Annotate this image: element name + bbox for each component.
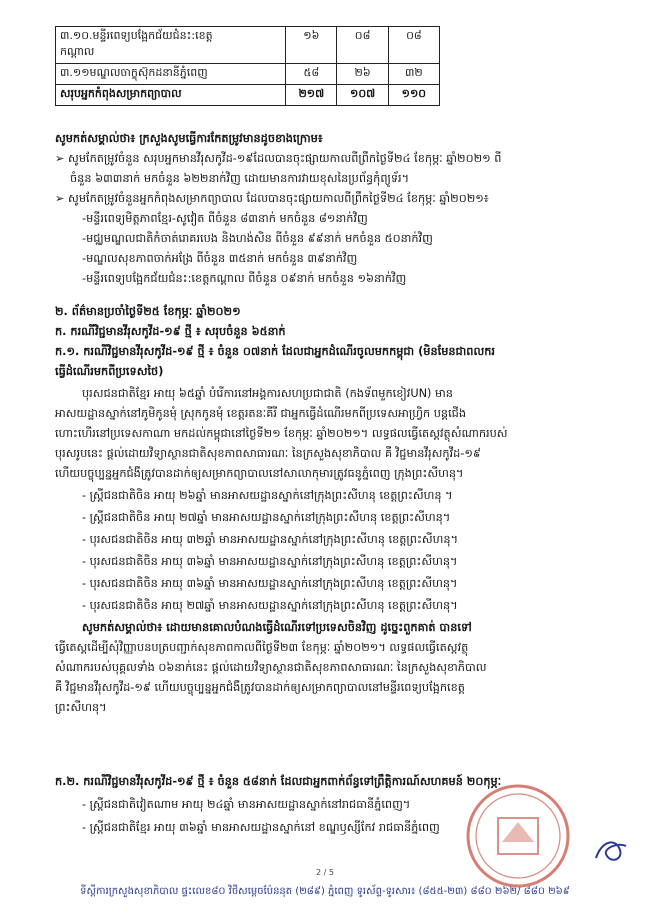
count-cell: ៥៨	[286, 64, 337, 85]
text-line: - ស្ត្រីជនជាតិចិន អាយុ ២៧ឆ្នាំ មានអាសយដ្ឋានស្នាក់នៅក្រុងព្រះសីហនុ ខេត្តព្រះសីហនុ។	[82, 511, 451, 524]
text-line: -មន្ទីរពេទ្យមិត្តភាពខ្មែរ-សូវៀត ពីចំនួន ៨៣នាក់ មកចំនួន ៨១នាក់វិញ	[82, 212, 368, 225]
text-line: - បុរសជនជាតិចិន អាយុ ៣៦ឆ្នាំ មានអាសយដ្ឋានស្នាក់នៅក្រុងព្រះសីហនុ ខេត្តព្រះសីហនុ។	[82, 555, 458, 568]
text-line: -មន្ទីរពេទ្យបង្អែកជ័យជំនះ:ខេត្តកណ្តាល ពីចំនួន ០៩នាក់ មកចំនួន ១៦នាក់វិញ	[82, 272, 407, 285]
hospital-patients-table	[55, 26, 440, 106]
text-line: - ស្ត្រីជនជាតិខ្មែរ អាយុ ៣៦ឆ្នាំ មានអាសយដ្ឋានស្នាក់នៅ ខណ្ឌឫស្សីកែវ រាជធានីភ្នំពេញ	[82, 821, 440, 834]
text-line: ធ្វើតេស្តដើម្បីសុំវិញ្ញាបនបត្របញ្ជាក់សុខភាពកាលពីថ្ងៃទី២៣ ខែកុម្ភៈ ឆ្នាំ២០២១។ លទ្ធផលធ្វើតេស្តវត្ថុ	[55, 641, 469, 654]
text-line: - ស្ត្រីជនជាតិចិន អាយុ ២៦ឆ្នាំ មានអាសយដ្ឋានស្នាក់នៅក្រុងព្រះសីហនុ ខេត្តព្រះសីហនុ ។	[82, 489, 453, 502]
facility-name-line: កណ្តាល	[60, 45, 95, 58]
total-label: សរុបអ្នកកំពុងសម្រាកព្យាបាល	[56, 85, 286, 106]
text-line: - បុរសជនជាតិចិន អាយុ ៣២ឆ្នាំ មានអាសយដ្ឋានស្នាក់នៅក្រុងព្រះសីហនុ ខេត្តព្រះសីហនុ។	[82, 533, 459, 546]
text-line: បុរសរូបនេះ ផ្តល់ដោយវិទ្យាស្ថានជាតិសុខភាពសាធារណៈ នៃក្រសួងសុខាភិបាល គឺ វិជ្ជមានវីរុសកូវីដ-១៩	[55, 447, 481, 460]
facility-name	[56, 27, 286, 64]
text-line: ហោះហើរនៅប្រទេសកាណា មកដល់កម្ពុជានៅថ្ងៃទី២១ ខែកុម្ភៈ ឆ្នាំ២០២១។ លទ្ធផលធ្វើតេស្តវត្ថុសំណាករបស់	[55, 427, 508, 440]
count-cell: ០៨	[337, 27, 388, 64]
total-count: ២១៧	[286, 85, 337, 106]
total-count: ១០៧	[337, 85, 388, 106]
total-row	[56, 85, 440, 106]
count-cell: ៣២	[388, 64, 439, 85]
heading-line: ក. ករណីវិជ្ជមានវីរុសកូវីដ-១៩ ថ្មី ៖ សរុបចំនួន ៦៥នាក់	[55, 325, 286, 338]
text-line: - បុរសជនជាតិចិន អាយុ ៣៦ឆ្នាំ មានអាសយដ្ឋានស្នាក់នៅក្រុងព្រះសីហនុ ខេត្តព្រះសីហនុ។	[82, 577, 458, 590]
text-line: គឺ វិជ្ជមានវីរុសកូវីដ-១៩ ហើយបច្ចុប្បន្នអ្នកជំងឺត្រូវបានដាក់ឲ្យសម្រាកព្យាបាលនៅមន្ទីរពេទ្យបង្អែកខេត្ត	[55, 681, 465, 694]
page-number: 2 / 5	[316, 868, 334, 877]
text-line: -មណ្ឌលសុខភាពចាក់អង្រែ ពីចំនួន ៣៥នាក់ មកចំនួន ៣៩នាក់វិញ	[82, 252, 358, 265]
text-line: -មជ្ឈមណ្ឌលជាតិកំចាត់រោគរបេង និងហង់សិន ពីចំនួន ៩៩នាក់ មកចំនួន ៥០នាក់វិញ	[82, 232, 433, 245]
total-count: ១១០	[388, 85, 439, 106]
heading-line: សូមកត់សម្គាល់ថា៖ ក្រសួងសូមធ្វើការកែតម្រូវមានដូចខាងក្រោម៖	[55, 132, 323, 145]
text-line: សំណាករបស់បុគ្គលទាំង ០៦នាក់នេះ ផ្តល់ដោយវិទ្យាស្ថានជាតិសុខភាពសាធារណៈ នៃក្រសួងសុខាភិបាល	[55, 661, 487, 674]
text-line: ➢ សូមកែតម្រូវចំនួនអ្នកកំពុងសម្រាកព្យាបាល ដែលបានចុះផ្សាយកាលពីព្រឹកថ្ងៃទី២៤ ខែកុម្ភៈ ឆ្នាំ២០២១៖	[55, 192, 489, 205]
facility-name-line: ៣.១១មណ្ឌលចាក្ខុស៊ុកដនានីភ្នំពេញ	[60, 66, 208, 79]
heading-line: សូមកត់សម្គាល់ថា៖ ដោយមានគោលបំណងធ្វើដំណើរទៅប្រទេសចិនវិញ ដូច្នេះពួកគាត់ បានទៅ	[82, 621, 472, 634]
heading-line: ក.២. ករណីវិជ្ជមានវីរុសកូវីដ-១៩ ថ្មី ៖ ចំនួន ៥៨នាក់ ដែលជាអ្នកពាក់ព័ន្ធទៅព្រឹត្តិការណ៍សហគមន៍ ២០កុម្ភៈ	[55, 775, 502, 788]
count-cell: ២៦	[337, 64, 388, 85]
text-line: - បុរសជនជាតិចិន អាយុ ២៧ឆ្នាំ មានអាសយដ្ឋានស្នាក់នៅក្រុងព្រះសីហនុ ខេត្តព្រះសីហនុ។	[82, 599, 458, 612]
text-line: បុរសជនជាតិខ្មែរ អាយុ ៦៥ឆ្នាំ បំរើការនៅអង្គការសហប្រជាជាតិ (កងទ័ពមួកខៀវUN) មាន	[82, 387, 453, 400]
text-line: - ស្ត្រីជនជាតិវៀតណាម អាយុ ២៤ឆ្នាំ មានអាសយដ្ឋានស្នាក់នៅរាជធានីភ្នំពេញ។	[82, 798, 411, 811]
text-line: ព្រះសីហនុ។	[55, 701, 107, 714]
heading-line: ធ្វើដំណើរមកពីប្រទេសថៃ)	[55, 365, 164, 378]
text-line: ចំនួន ៦៣៣នាក់ មកចំនួន ៦២២នាក់វិញ ដោយមានការវាយខុសនៃប្រព័ន្ធកុំព្យូទ័រ។	[70, 172, 410, 185]
facility-name	[56, 64, 286, 85]
count-cell: ០៨	[388, 27, 439, 64]
footer-address: ទីស្តីការក្រសួងសុខាភិបាល ផ្ទះលេខ៨០ វិថីសម្តេចប៉ែននុត (២៨៩) ភ្នំពេញ ទូរស័ព្ទ-ទូរសារ៖ (៨៥៥-២៣) ៨៨០ ២៦២/ ៨៨០ ២៦៩	[80, 886, 570, 897]
signature-mark	[590, 830, 630, 870]
text-line: អាសយដ្ឋានស្នាក់នៅភូមិកូនមុំ ស្រុកកូនមុំ ខេត្តរតនៈគីរី ជាអ្នកធ្វើដំណើរមកពីប្រទេសអាហ្វ្រិក បន្តជើង	[55, 407, 466, 420]
heading-line: ២. ព័ត៌មានប្រចាំថ្ងៃទី២៥ ខែកុម្ភៈ ឆ្នាំ២០២១	[55, 305, 241, 318]
heading-line: ក.១. ករណីវិជ្ជមានវីរុសកូវីដ-១៩ ថ្មី ៖ ចំនួន ០៧នាក់ ដែលជាអ្នកដំណើរចូលមកកម្ពុជា (មិនមែនជាពលករ	[55, 345, 495, 358]
text-line: ➢ សូមកែតម្រូវចំនួន សរុបអ្នកមានវីរុសកូវីដ-១៩ដែលបានចុះផ្សាយកាលពីព្រឹកថ្ងៃទី២៤ ខែកុម្ភៈ ឆ្នាំ២០២១ ពី	[55, 152, 502, 165]
table-row	[56, 64, 440, 85]
table-row	[56, 27, 440, 64]
facility-name-line: ៣.១០.មន្ទីរពេទ្យបង្អែកជ័យជំនះ:ខេត្ត	[60, 29, 213, 42]
count-cell: ១៦	[286, 27, 337, 64]
text-line: ហើយបច្ចុប្បន្នអ្នកជំងឺត្រូវបានដាក់ឲ្យសម្រាកព្យាបាលនៅសាលាកុមារត្រូវធនូភ្នំពេញ ក្រុងព្រះសីហនុ។	[55, 467, 464, 480]
